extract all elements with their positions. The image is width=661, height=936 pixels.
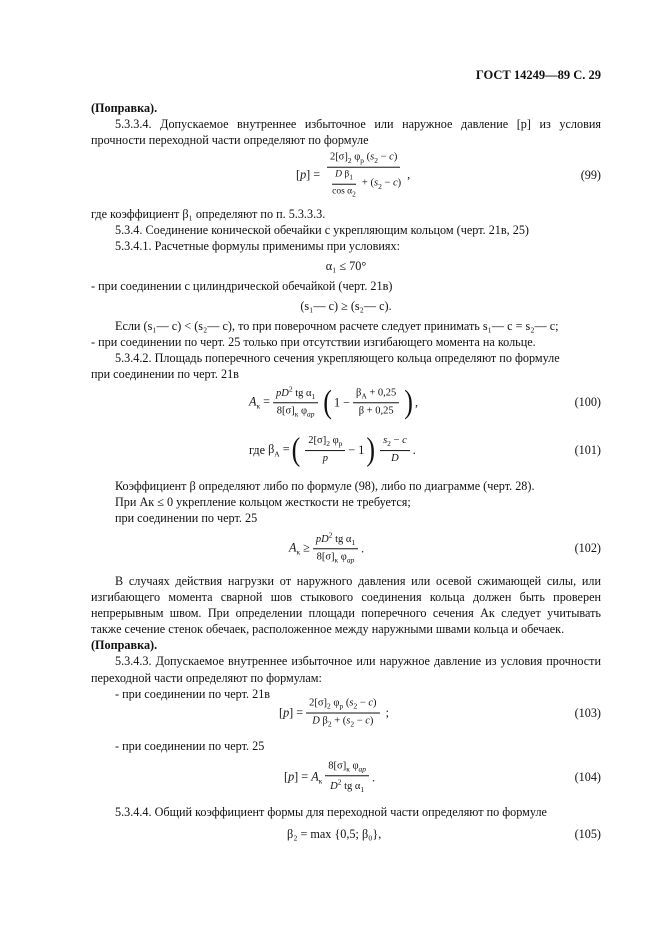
- paragraph-5-3-4: 5.3.4. Соединение конической обечайки с укрепляющим кольцом (черт. 21в, 25): [115, 223, 529, 238]
- paragraph-ak-zero: При Aк ≤ 0 укрепление кольцом жесткости не требуется;: [115, 495, 411, 510]
- equation-number: (105): [574, 826, 601, 841]
- text-block-3: [91, 278, 601, 294]
- paragraph-fig21v-2: - при соединении по черт. 21в: [115, 686, 271, 701]
- text-block-7: [91, 738, 601, 754]
- text-block-1: [91, 100, 601, 148]
- paragraph-fig25c: - при соединении по черт. 25: [115, 739, 265, 753]
- formula-102: $A_к$ ≥ $\frac{pD^2 tg \alpha_1}{8[\sigma]_к \varphi_{ap}}$ .: [289, 530, 365, 565]
- text-block-6: [91, 573, 601, 702]
- formula-101: где $\beta_A$ = ( $\frac{2[\sigma]_2 \varphi_p}{p}$ − 1 ) $\frac{s_2 - c}{D}$ .: [249, 431, 416, 468]
- paragraph-beta: Коэффициент β определяют либо по формуле (98), либо по диаграмме (черт. 28).: [115, 479, 535, 493]
- paragraph-beta1: где коэффициент β₁ определяют по п. 5.3.3.3.: [91, 207, 326, 221]
- paragraph-cases: В случаях действия нагрузки от наружного давления или осевой сжимающей силы, или изгибающего момента сварной шов стыкового соединения кольца должен быть проверен непрерывным швом. При определении площади поперечного сечения Aк следует учитывать также сечение стенок обечаек, расположенное между наружными швами кольца и обечаек.: [91, 574, 601, 637]
- paragraph-5-3-3-4: 5.3.3.4. Допускаемое внутреннее избыточное или наружное давление [p] из условия прочности переходной части определяют по формуле: [91, 117, 601, 148]
- paragraph-if: Если (s₁— c) < (s₂— c), то при поверочном расчете следует принимать s₁— c = s₂— c;: [115, 319, 559, 333]
- paragraph-5-3-4-3: 5.3.4.3. Допускаемое внутреннее избыточное или наружное давление из условия прочности переходной части определяют по формулам:: [91, 654, 601, 685]
- text-block-2: [91, 206, 601, 254]
- paragraph-fig25b: при соединении по черт. 25: [115, 511, 258, 526]
- paragraph-fig25: - при соединении по черт. 25 только при отсутствии изгибающего момента на кольце.: [91, 335, 536, 350]
- equation-101: [91, 428, 601, 472]
- page-header: ГОСТ 14249—89 С. 29: [475, 68, 601, 82]
- correction-note: (Поправка).: [91, 101, 158, 115]
- formula-105: β₂ = max {0,5; β₀},: [287, 826, 382, 841]
- paragraph-5-3-4-4: 5.3.4.4. Общий коэффициент формы для переходной части определяют по формуле: [115, 805, 547, 819]
- equation-number: (101): [574, 442, 601, 457]
- equation-number: (99): [580, 167, 601, 182]
- equation-103: [91, 692, 601, 734]
- condition-thickness: (s₁— c) ≥ (s₂— c).: [300, 299, 392, 313]
- equation-102: [91, 528, 601, 568]
- where-label: где: [249, 442, 266, 457]
- formula-99: [p] = $2[\sigma]_2$ $\varphi_p$ $(s_2 - c)$ $\frac{D \beta_1}{\cos \alpha_2}$ + $(s_2 - c)$ ,: [296, 151, 411, 199]
- paragraph-cylinder: - при соединении с цилиндрической обечайкой (черт. 21в): [91, 279, 393, 293]
- paragraph-5-3-4-2: 5.3.4.2. Площадь поперечного сечения укрепляющего кольца определяют по формуле: [115, 351, 560, 366]
- correction-note-2: (Поправка).: [91, 638, 158, 653]
- condition-alpha: α₁ ≤ 70°: [325, 259, 367, 273]
- equation-104: [91, 756, 601, 798]
- equation-100: [91, 380, 601, 424]
- paragraph-5-3-4-1: 5.3.4.1. Расчетные формулы применимы при условиях:: [115, 239, 400, 254]
- text-block-4: [91, 318, 601, 382]
- formula-103: [p] = $\frac{2[\sigma]_2 \varphi_p (s_2 - c)}{D \beta_2 + (s_2 - c)}$ ;: [279, 697, 389, 729]
- text-block-5: [91, 478, 601, 526]
- equation-number: (100): [574, 394, 601, 409]
- text-block-8: [91, 804, 601, 820]
- equation-number: (103): [574, 705, 601, 720]
- formula-104: $[p] = A_к$ $\frac{8[\sigma]_к \varphi_{ap}}{D^2 tg \alpha_1}$ .: [284, 760, 376, 794]
- equation-number: (104): [574, 769, 601, 784]
- paragraph-fig21v: при соединении по черт. 21в: [91, 367, 239, 382]
- equation-105: [91, 820, 601, 848]
- equation-number: (102): [574, 540, 601, 555]
- equation-99: [91, 150, 601, 200]
- formula-100: $A_к$ = $\frac{pD^2 tg \alpha_1}{8[\sigma]_к \varphi_{ap}}$ ( 1 − $\frac{\beta_A + 0,25}{\beta + 0,25}$ ) ,: [249, 383, 419, 420]
